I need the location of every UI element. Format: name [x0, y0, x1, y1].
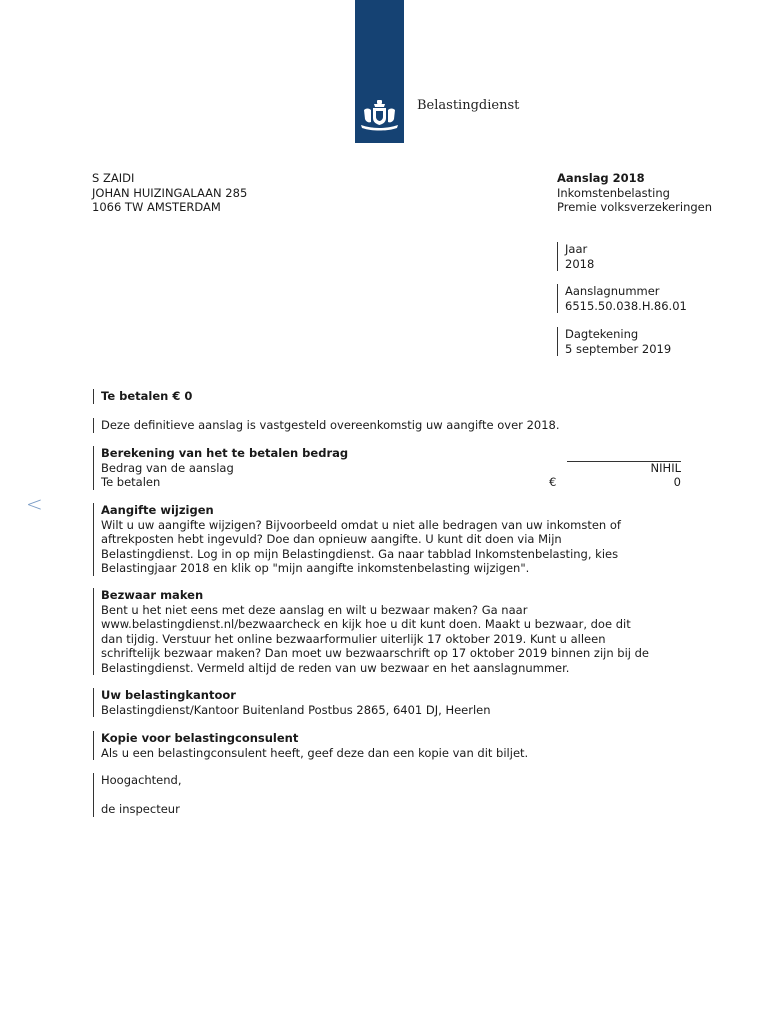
office-text: Belastingdienst/Kantoor Buitenland Postbus 2865, 6401 DJ, Heerlen [101, 702, 491, 717]
calculation-row [101, 475, 681, 490]
paragraph-line: aftrekposten hebt ingevuld? Doe dan opnieuw aangifte. U kunt dit doen via Mijn [101, 532, 562, 546]
to-pay-heading: Te betalen € 0 [101, 389, 193, 403]
meta-year [557, 242, 594, 271]
recipient-address [92, 171, 247, 215]
calculation-label: Bedrag van de aanslag [101, 460, 234, 475]
to-pay-section [93, 389, 681, 404]
calculation-section [93, 446, 681, 490]
coat-of-arms-icon [358, 98, 401, 132]
change-heading: Aangifte wijzigen [101, 503, 214, 517]
currency-symbol: € [549, 475, 557, 489]
paragraph-line: Belastingjaar 2018 en klik op "mijn aangifte inkomstenbelasting wijzigen". [101, 561, 530, 575]
calculation-heading: Berekening van het te betalen bedrag [101, 446, 349, 460]
copy-section [93, 731, 681, 760]
office-section [93, 688, 681, 717]
meta-label: Jaar [565, 242, 588, 256]
intro-section [93, 418, 681, 433]
recipient-street: JOHAN HUIZINGALAAN 285 [92, 185, 248, 200]
document-subtitle: Inkomstenbelasting [557, 185, 670, 200]
calculation-label: Te betalen [101, 475, 161, 489]
paragraph-line: Bent u het niet eens met deze aanslag en wilt u bezwaar maken? Ga naar [101, 602, 528, 617]
closing-text: Hoogachtend, [101, 773, 182, 787]
organization-name: Belastingdienst [417, 98, 520, 113]
meta-label: Dagtekening [565, 327, 639, 341]
document-subtitle: Premie volksverzekeringen [557, 200, 713, 214]
recipient-name: S ZAIDI [92, 171, 135, 185]
change-section [93, 503, 681, 576]
signature-text: de inspecteur [101, 802, 180, 816]
document-title: Aanslag 2018 [557, 171, 645, 185]
office-heading: Uw belastingkantoor [101, 688, 236, 702]
paragraph-line: Wilt u uw aangifte wijzigen? Bijvoorbeeld omdat u niet alle bedragen van uw inkomsten of [101, 517, 621, 532]
paragraph-line: Belastingdienst. Vermeld altijd de reden van uw bezwaar en het aanslagnummer. [101, 660, 570, 675]
copy-text: Als u een belastingconsulent heeft, geef deze dan een kopie van dit biljet. [101, 745, 529, 760]
paragraph-line: schriftelijk bezwaar maken? Dan moet uw bezwaarschrift op 17 oktober 2019 binnen zijn bij de [101, 646, 650, 660]
objection-heading: Bezwaar maken [101, 588, 204, 602]
calculation-row [101, 461, 681, 476]
meta-assessment-number [557, 284, 687, 313]
calculation-amount: NIHIL [650, 460, 681, 475]
paragraph-line: Belastingdienst. Log in op mijn Belastingdienst. Ga naar tabblad Inkomstenbelasting, kies [101, 546, 619, 561]
intro-text: Deze definitieve aanslag is vastgesteld overeenkomstig uw aangifte over 2018. [101, 418, 560, 432]
logo-band [355, 0, 404, 143]
paragraph-line: dan tijdig. Verstuur het online bezwaarformulier uiterlijk 17 oktober 2019. Kunt u alleen [101, 631, 606, 646]
closing-section [93, 773, 681, 817]
meta-value: 2018 [565, 256, 595, 271]
meta-value: 6515.50.038.H.86.01 [565, 298, 687, 313]
meta-date [557, 327, 671, 356]
chevron-left-icon[interactable]: < [26, 492, 43, 516]
recipient-city: 1066 TW AMSTERDAM [92, 200, 221, 214]
objection-section [93, 588, 681, 675]
copy-heading: Kopie voor belastingconsulent [101, 731, 299, 745]
meta-label: Aanslagnummer [565, 284, 660, 298]
document-header [557, 171, 712, 215]
meta-value: 5 september 2019 [565, 341, 672, 356]
paragraph-line: www.belastingdienst.nl/bezwaarcheck en kijk hoe u dit kunt doen. Maakt u bezwaar, doe dit [101, 617, 631, 631]
calculation-amount: 0 [673, 475, 681, 489]
